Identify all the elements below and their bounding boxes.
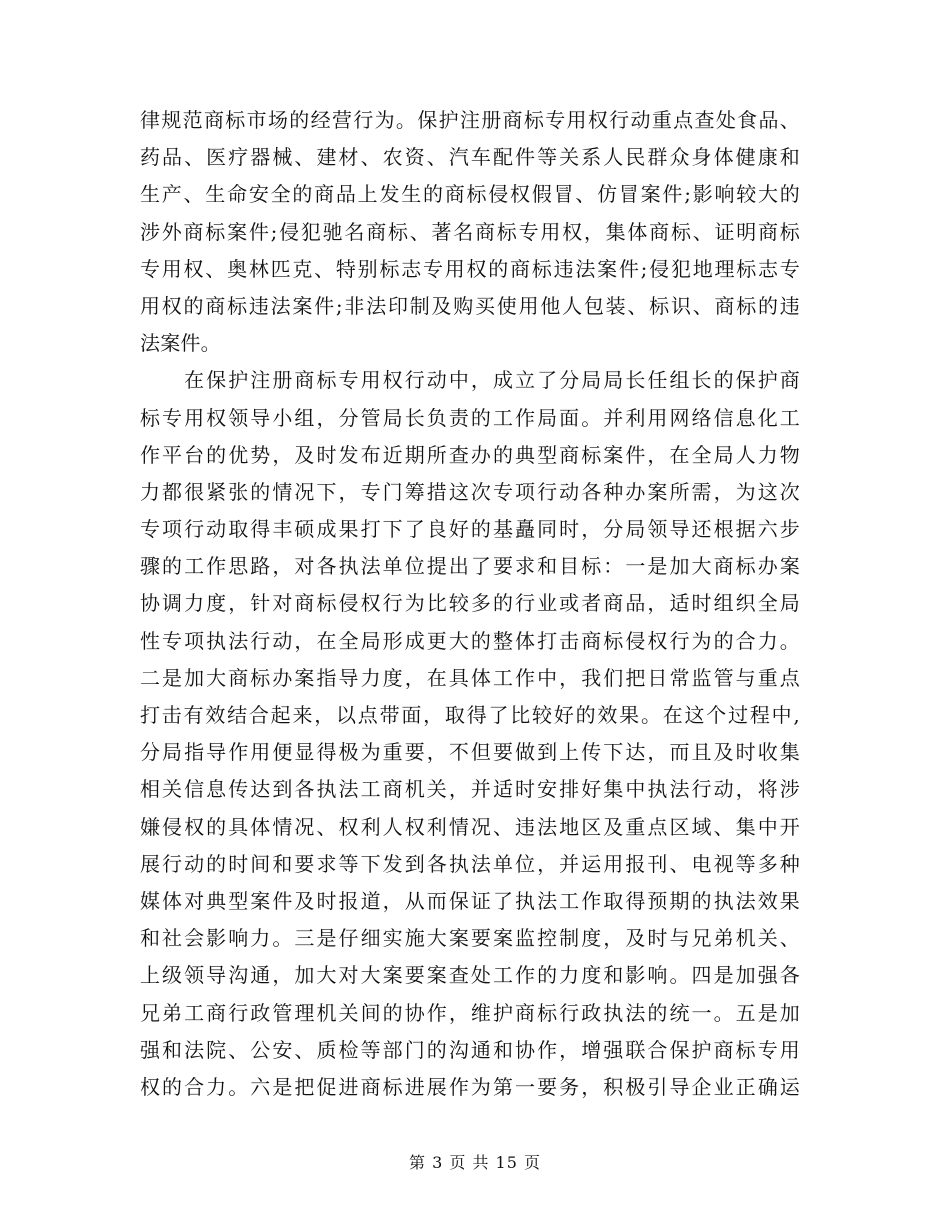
text-line: 上级领导沟通，加大对大案要案查处工作的力度和影响。四是加强各 bbox=[140, 963, 800, 988]
text-line: 权的合力。六是把促进商标进展作为第一要务，积极引导企业正确运 bbox=[140, 1074, 800, 1099]
text-line: 协调力度，针对商标侵权行为比较多的行业或者商品，适时组织全局 bbox=[140, 591, 800, 616]
text-line: 强和法院、公安、质检等部门的沟通和协作，增强联合保护商标专用 bbox=[140, 1037, 800, 1062]
text-line: 二是加大商标办案指导力度，在具体工作中，我们把日常监管与重点 bbox=[140, 665, 800, 690]
text-line: 媒体对典型案件及时报道，从而保证了执法工作取得预期的执法效果 bbox=[140, 888, 800, 913]
text-line: 性专项执法行动，在全局形成更大的整体打击商标侵权行为的合力。 bbox=[140, 628, 800, 653]
text-line: 标专用权领导小组，分管局长负责的工作局面。并利用网络信息化工 bbox=[140, 405, 800, 430]
text-line: 骤的工作思路，对各执法单位提出了要求和目标：一是加大商标办案 bbox=[140, 554, 800, 579]
text-line: 法案件。 bbox=[140, 331, 221, 356]
text-line: 涉外商标案件;侵犯驰名商标、著名商标专用权，集体商标、证明商标 bbox=[140, 219, 800, 244]
text-line: 相关信息传达到各执法工商机关，并适时安排好集中执法行动，将涉 bbox=[140, 777, 800, 802]
text-line: 兄弟工商行政管理机关间的协作，维护商标行政执法的统一。五是加 bbox=[140, 1000, 800, 1025]
text-line: 律规范商标市场的经营行为。保护注册商标专用权行动重点查处食品、 bbox=[140, 108, 800, 132]
text-line: 专用权、奥林匹克、特别标志专用权的商标违法案件;侵犯地理标志专 bbox=[140, 256, 800, 281]
text-line: 作平台的优势，及时发布近期所查办的典型商标案件，在全局人力物 bbox=[140, 442, 800, 467]
text-line: 打击有效结合起来，以点带面，取得了比较好的效果。在这个过程中, bbox=[140, 703, 800, 727]
text-line: 专项行动取得丰硕成果打下了良好的基矗同时，分局领导还根据六步 bbox=[140, 517, 800, 542]
text-line: 力都很紧张的情况下，专门筹措这次专项行动各种办案所需，为这次 bbox=[140, 479, 800, 504]
text-line: 分局指导作用便显得极为重要，不但要做到上传下达，而且及时收集 bbox=[140, 740, 800, 765]
text-line: 生产、生命安全的商品上发生的商标侵权假冒、仿冒案件;影响较大的 bbox=[140, 182, 800, 207]
text-line: 用权的商标违法案件;非法印制及购买使用他人包装、标识、商标的违 bbox=[140, 293, 800, 318]
text-line: 和社会影响力。三是仔细实施大案要案监控制度，及时与兄弟机关、 bbox=[140, 926, 800, 951]
text-line: 药品、医疗器械、建材、农资、汽车配件等关系人民群众身体健康和 bbox=[140, 145, 800, 170]
text-line: 在保护注册商标专用权行动中，成立了分局局长任组长的保护商 bbox=[140, 368, 800, 393]
body-text bbox=[140, 102, 800, 1106]
page-number-footer: 第 3 页 共 15 页 bbox=[409, 1153, 541, 1172]
text-line: 展行动的时间和要求等下发到各执法单位，并运用报刊、电视等多种 bbox=[140, 851, 800, 876]
text-line: 嫌侵权的具体情况、权利人权利情况、违法地区及重点区域、集中开 bbox=[140, 814, 800, 839]
